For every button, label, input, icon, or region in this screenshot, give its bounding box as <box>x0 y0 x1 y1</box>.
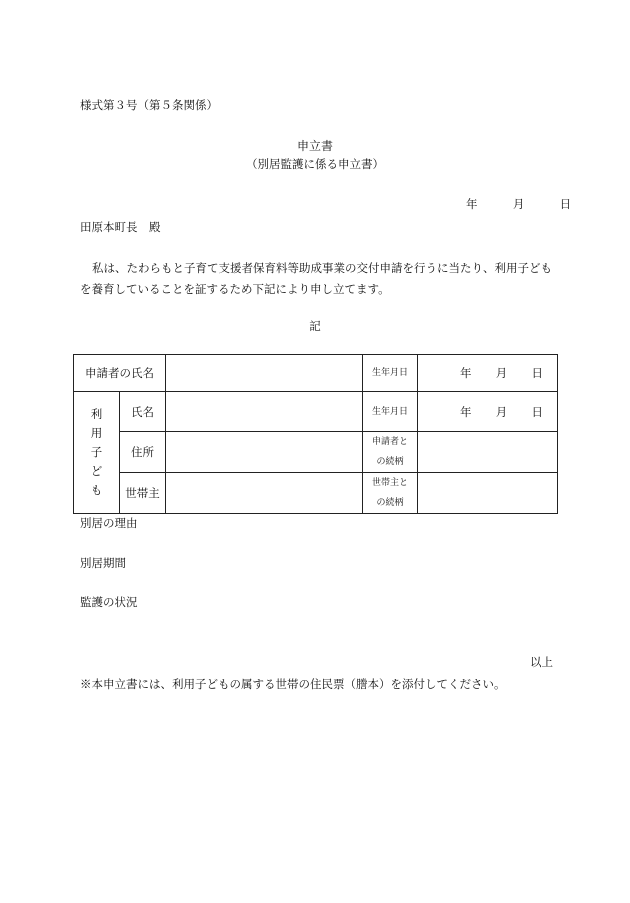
applicant-birthdate-label: 生年月日 <box>363 355 418 392</box>
year-unit: 年 <box>460 366 472 380</box>
month-unit: 月 <box>495 404 508 419</box>
year-unit: 年 <box>466 197 478 211</box>
document-subtitle: （別居監護に係る申立書） <box>246 157 384 171</box>
child-name-row <box>74 392 558 432</box>
application-table <box>73 354 558 514</box>
child-vertical-char: 利 <box>90 407 103 421</box>
separation-reason-label: 別居の理由 <box>80 516 138 530</box>
relation-to-applicant-field[interactable] <box>418 432 558 473</box>
ki-heading: 記 <box>309 319 321 333</box>
applicant-birthdate-field[interactable] <box>418 355 558 392</box>
householder-row <box>74 473 558 514</box>
relation-line: の続柄 <box>376 457 404 467</box>
document-title: 申立書 <box>296 139 333 153</box>
relation-to-applicant-label <box>363 432 418 473</box>
child-name-label: 氏名 <box>120 392 166 432</box>
applicant-name-field[interactable] <box>166 355 363 392</box>
month-unit: 月 <box>495 366 508 380</box>
relation-to-householder-label <box>363 473 418 514</box>
child-birthdate-field[interactable] <box>418 392 558 432</box>
child-vertical-char: 子 <box>90 445 103 459</box>
relation-line: の続柄 <box>376 498 404 508</box>
householder-label: 世帯主 <box>120 473 166 514</box>
declaration-text: 私は、たわらもと子育て支援者保育料等助成事業の交付申請を行うに当たり、利用子どもを養育していることを証するため下記により申し立てます。 <box>80 261 552 296</box>
day-unit: 日 <box>531 404 543 419</box>
relation-line: 世帯主と <box>371 478 408 488</box>
relation-to-householder-field[interactable] <box>418 473 558 514</box>
child-address-label: 住所 <box>120 432 166 473</box>
day-unit: 日 <box>559 197 572 211</box>
child-name-field[interactable] <box>166 392 363 432</box>
custody-status-label: 監護の状況 <box>80 595 138 609</box>
applicant-row <box>74 355 558 392</box>
day-unit: 日 <box>531 366 543 380</box>
addressee: 田原本町長 殿 <box>80 220 161 234</box>
form-number: 様式第３号（第５条関係） <box>80 98 218 112</box>
child-address-field[interactable] <box>166 432 363 473</box>
attachment-note: ※本申立書には、利用子どもの属する世帯の住民票（謄本）を添付してください。 <box>80 677 506 691</box>
submission-date <box>466 196 571 212</box>
year-unit: 年 <box>460 404 472 419</box>
child-section-label <box>74 392 120 514</box>
child-vertical-char: も <box>90 483 103 497</box>
closing-mark: 以上 <box>530 655 553 669</box>
child-address-row <box>74 432 558 473</box>
child-vertical-char: 用 <box>90 426 103 440</box>
child-vertical-char: ど <box>90 464 103 478</box>
month-unit: 月 <box>512 197 525 211</box>
applicant-name-label: 申請者の氏名 <box>74 355 166 392</box>
relation-line: 申請者と <box>371 437 408 447</box>
child-birthdate-label: 生年月日 <box>363 392 418 432</box>
householder-field[interactable] <box>166 473 363 514</box>
separation-period-label: 別居期間 <box>80 556 126 570</box>
